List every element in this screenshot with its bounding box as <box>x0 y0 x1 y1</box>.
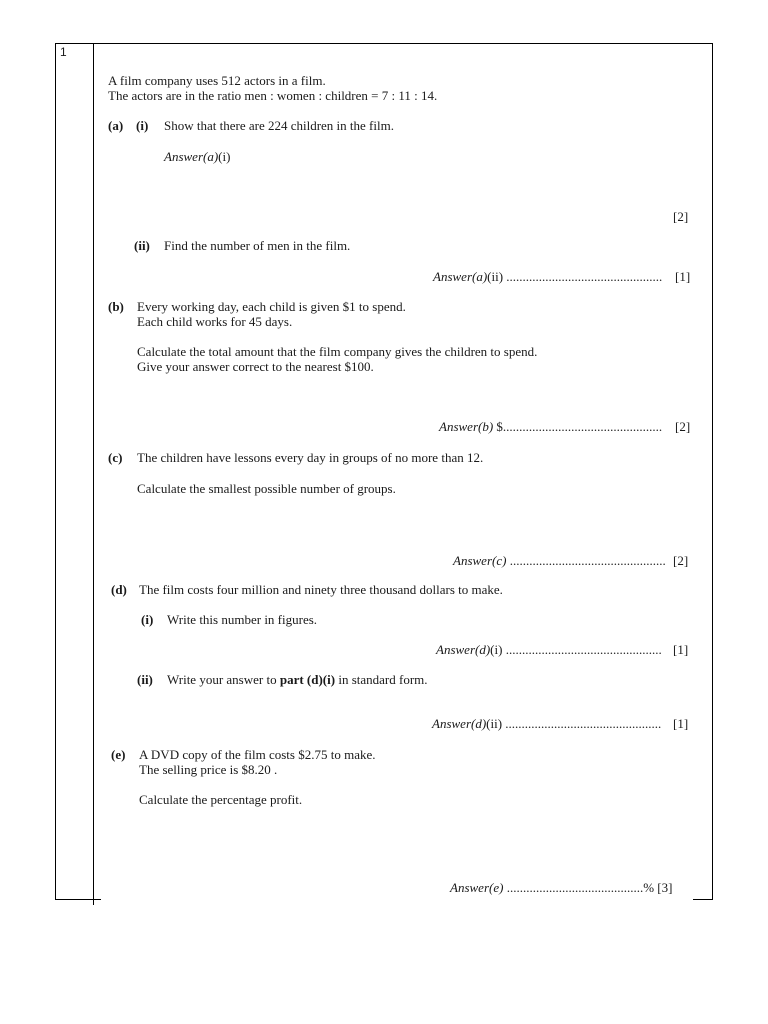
part-d-i-label: (i) <box>141 612 154 627</box>
part-a-i-marks: [2] <box>673 209 689 224</box>
part-c-line-2: Calculate the smallest possible number of groups. <box>137 481 396 496</box>
part-e-line-1: A DVD copy of the film costs $2.75 to make. <box>139 747 376 762</box>
frame-bottom-left <box>55 899 101 900</box>
part-a-i-label: (i) <box>136 118 149 133</box>
part-e-line-2: The selling price is $8.20 . <box>139 762 278 777</box>
part-d-line-1: The film costs four million and ninety three thousand dollars to make. <box>139 582 503 597</box>
part-e-answer-label: Answer(e) <box>450 880 504 895</box>
intro-line-1: A film company uses 512 actors in a film. <box>108 73 326 88</box>
number-column-divider <box>93 43 94 905</box>
part-d-ii-answer-line[interactable]: (ii) ................................................ <box>486 716 662 731</box>
part-a-i-answer <box>164 149 230 164</box>
part-c-answer[interactable] <box>453 553 666 568</box>
part-b-answer[interactable] <box>439 419 662 434</box>
question-number: 1 <box>60 45 67 59</box>
part-a-ii-marks: [1] <box>675 269 691 284</box>
part-d-i-answer[interactable] <box>436 642 662 657</box>
part-e-answer-line[interactable]: ..........................................% <box>503 880 658 895</box>
part-e-answer[interactable] <box>450 880 672 895</box>
part-b-answer-label: Answer(b) <box>439 419 494 434</box>
part-d-ii-answer-label: Answer(d) <box>432 716 487 731</box>
part-d-ii-text-pre: Write your answer to <box>167 672 280 687</box>
part-e-line-3: Calculate the percentage profit. <box>139 792 303 807</box>
part-d-ii-text-bold: part (d)(i) <box>279 672 336 687</box>
frame-bottom-right <box>693 899 713 900</box>
part-a-ii-label: (ii) <box>134 238 150 253</box>
part-a-ii-answer[interactable] <box>433 269 662 284</box>
part-c-answer-line[interactable]: ................................................ <box>506 553 666 568</box>
part-a-ii-answer-label: Answer(a) <box>433 269 488 284</box>
part-d-ii-answer[interactable] <box>432 716 661 731</box>
part-c-label: (c) <box>108 450 123 465</box>
part-e-label: (e) <box>111 747 126 762</box>
part-d-ii-text <box>167 672 428 687</box>
part-d-label: (d) <box>111 582 127 597</box>
part-a-ii-text: Find the number of men in the film. <box>164 238 351 253</box>
part-b-line-2: Each child works for 45 days. <box>137 314 293 329</box>
part-d-ii-label: (ii) <box>137 672 153 687</box>
part-b-line-3: Calculate the total amount that the film company gives the children to spend. <box>137 344 538 359</box>
part-d-i-text: Write this number in figures. <box>167 612 318 627</box>
part-a-ii-answer-line[interactable]: (ii) ................................................ <box>487 269 663 284</box>
part-e-marks: [3] <box>657 880 673 895</box>
part-c-line-1: The children have lessons every day in groups of no more than 12. <box>137 450 484 465</box>
intro-line-2: The actors are in the ratio men : women : children = 7 : 11 : 14. <box>108 88 438 103</box>
part-a-label: (a) <box>108 118 124 133</box>
part-d-i-answer-line[interactable]: (i) ................................................ <box>490 642 662 657</box>
part-b-label: (b) <box>108 299 124 314</box>
part-b-answer-line[interactable]: $................................................. <box>493 419 663 434</box>
part-d-i-answer-label: Answer(d) <box>436 642 491 657</box>
part-a-i-answer-label: Answer(a) <box>164 149 219 164</box>
part-a-i-text: Show that there are 224 children in the film. <box>164 118 394 133</box>
part-b-line-4: Give your answer correct to the nearest $100. <box>137 359 374 374</box>
part-b-marks: [2] <box>675 419 691 434</box>
part-c-answer-label: Answer(c) <box>453 553 507 568</box>
part-a-i-answer-suffix: (i) <box>218 149 231 164</box>
part-d-i-marks: [1] <box>673 642 689 657</box>
part-c-marks: [2] <box>673 553 689 568</box>
part-d-ii-marks: [1] <box>673 716 689 731</box>
part-d-ii-text-post: in standard form. <box>335 672 428 687</box>
part-b-line-1: Every working day, each child is given $1 to spend. <box>137 299 406 314</box>
